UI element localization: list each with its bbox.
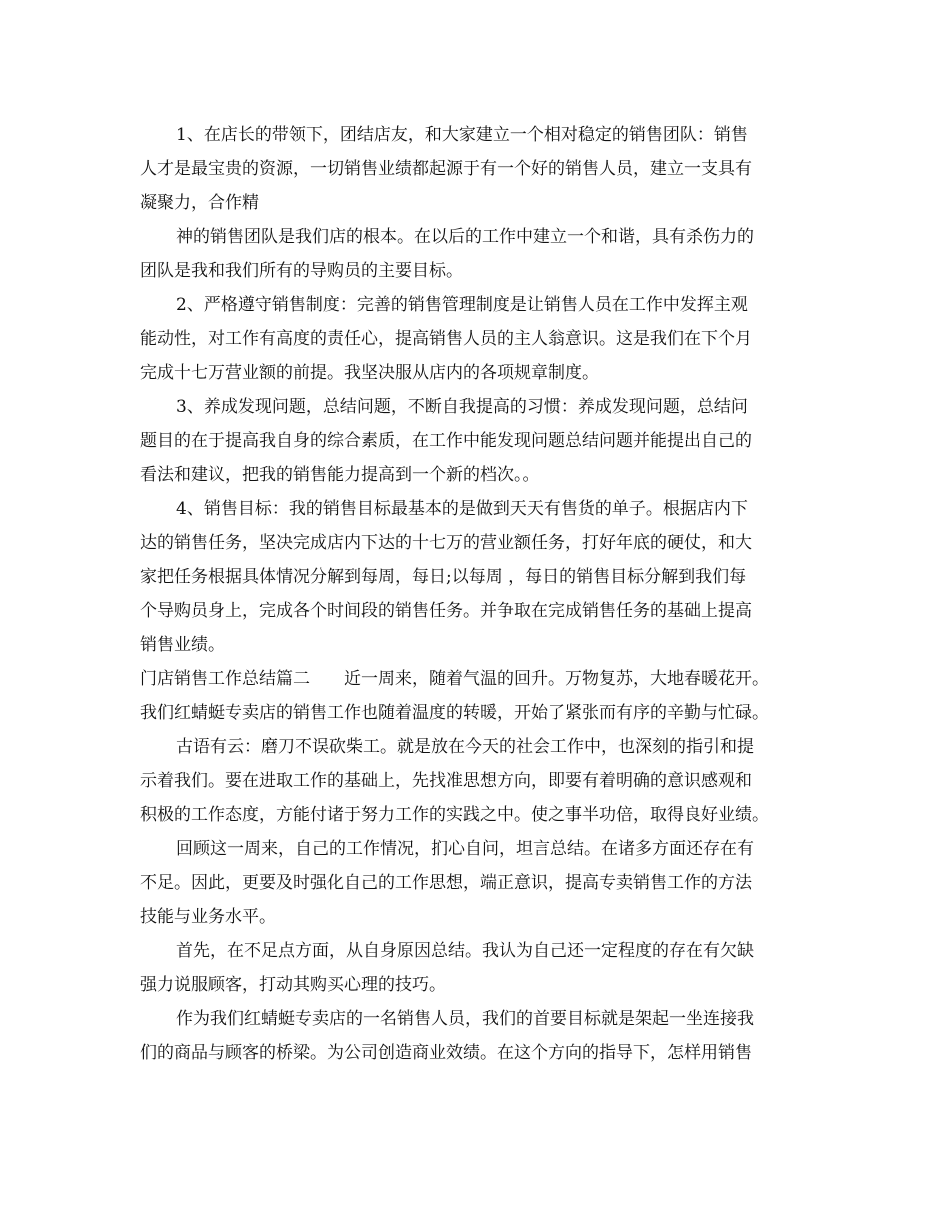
text-line: 人才是最宝贵的资源，一切销售业绩都起源于有一个好的销售人员，建立一支具有	[140, 159, 752, 179]
text-line: 完成十七万营业额的前提。我坚决服从店内的各项规章制度。	[140, 363, 599, 383]
text-line: 团队是我和我们所有的导购员的主要目标。	[140, 261, 463, 281]
paragraph-3	[140, 288, 820, 390]
document-body	[140, 118, 820, 1070]
paragraph-10	[140, 1002, 820, 1070]
paragraph-7	[140, 730, 820, 832]
text-line: 2、严格遵守销售制度：完善的销售管理制度是让销售人员在工作中发挥主观	[176, 295, 748, 315]
text-line: 作为我们红蜻蜓专卖店的一名销售人员，我们的首要目标就是架起一坐连接我	[176, 1009, 754, 1029]
paragraph-9	[140, 934, 820, 1002]
paragraph-6	[140, 662, 820, 730]
paragraph-1	[140, 118, 820, 220]
text-line: 销售业绩。	[140, 635, 225, 655]
paragraph-4	[140, 390, 820, 492]
paragraph-5	[140, 492, 820, 662]
text-line: 回顾这一周来，自己的工作情况，扪心自问，坦言总结。在诸多方面还存在有	[176, 839, 754, 859]
text-line: 神的销售团队是我们店的根本。在以后的工作中建立一个和谐，具有杀伤力的	[176, 227, 754, 247]
text-line: 不足。因此，更要及时强化自己的工作思想，端正意识，提高专卖销售工作的方法	[140, 873, 752, 893]
text-line: 题目的在于提高我自身的综合素质，在工作中能发现问题总结问题并能提出自己的	[140, 431, 752, 451]
text-line: 强力说服顾客，打动其购买心理的技巧。	[140, 975, 446, 995]
paragraph-8	[140, 832, 820, 934]
text-line: 门店销售工作总结篇二 近一周来，随着气温的回升。万物复苏，大地春暖花开。	[140, 669, 769, 689]
text-line: 4、销售目标：我的销售目标最基本的是做到天天有售货的单子。根据店内下	[176, 499, 748, 519]
text-line: 家把任务根据具体情况分解到每周，每日;以每周 ，每日的销售目标分解到我们每	[140, 567, 747, 587]
text-line: 3、养成发现问题，总结问题，不断自我提高的习惯：养成发现问题，总结问	[176, 397, 748, 417]
text-line: 1、在店长的带领下，团结店友，和大家建立一个相对稳定的销售团队：销售	[176, 125, 748, 145]
paragraph-2	[140, 220, 820, 288]
text-line: 积极的工作态度，方能付诸于努力工作的实践之中。使之事半功倍，取得良好业绩。	[140, 805, 769, 825]
text-line: 达的销售任务，坚决完成店内下达的十七万的营业额任务，打好年底的硬仗，和大	[140, 533, 752, 553]
text-line: 示着我们。要在进取工作的基础上，先找准思想方向，即要有着明确的意识感观和	[140, 771, 752, 791]
text-line: 能动性，对工作有高度的责任心，提高销售人员的主人翁意识。这是我们在下个月	[140, 329, 752, 349]
text-line: 看法和建议，把我的销售能力提高到一个新的档次。。	[140, 465, 540, 485]
text-line: 首先，在不足点方面，从自身原因总结。我认为自己还一定程度的存在有欠缺	[176, 941, 754, 961]
text-line: 个导购员身上，完成各个时间段的销售任务。并争取在完成销售任务的基础上提高	[140, 601, 752, 621]
text-line: 们的商品与顾客的桥梁。为公司创造商业效绩。在这个方向的指导下，怎样用销售	[140, 1043, 752, 1063]
text-line: 技能与业务水平。	[140, 907, 276, 927]
text-line: 凝聚力，合作精	[140, 193, 259, 213]
text-line: 我们红蜻蜓专卖店的销售工作也随着温度的转暖，开始了紧张而有序的辛勤与忙碌。	[140, 703, 769, 723]
text-line: 古语有云：磨刀不误砍柴工。就是放在今天的社会工作中，也深刻的指引和提	[176, 737, 754, 757]
